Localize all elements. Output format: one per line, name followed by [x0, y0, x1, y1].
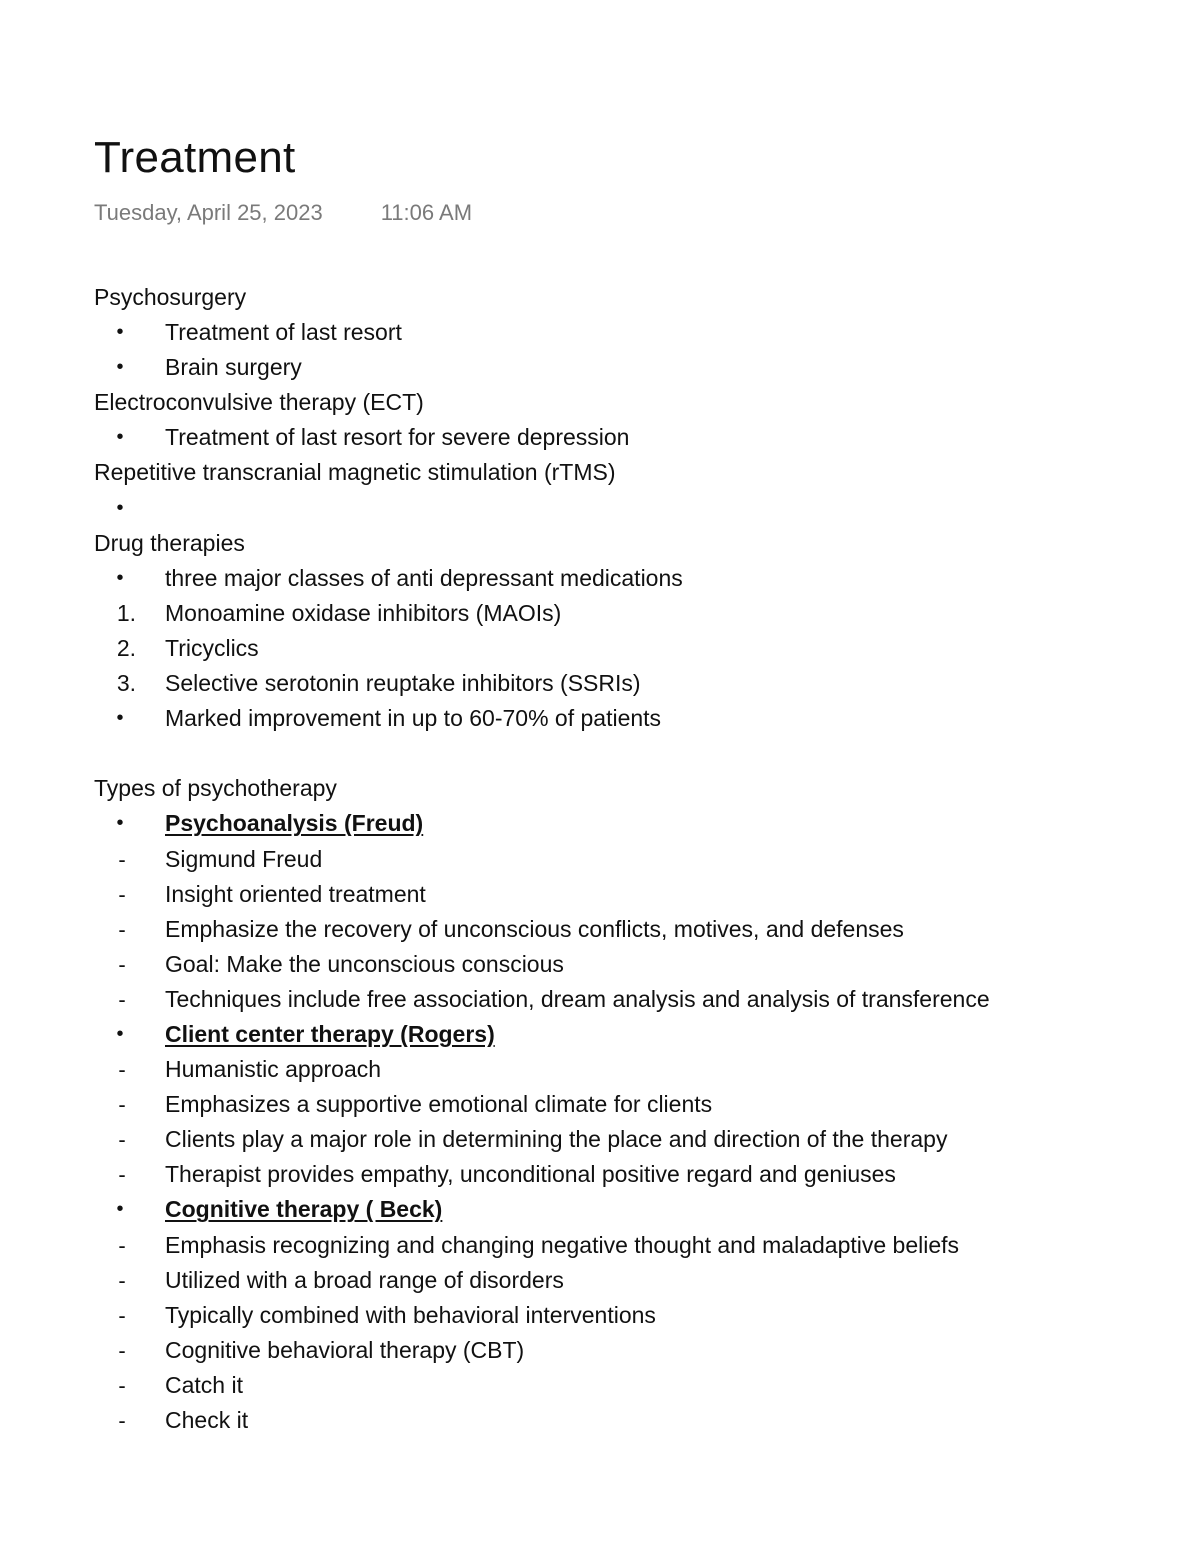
list-marker: - [118, 1302, 126, 1328]
list-marker: • [116, 1022, 124, 1045]
list-number: 3. [116, 670, 136, 697]
list-marker: - [118, 1267, 126, 1293]
subheading-bullet-item [94, 1017, 1174, 1052]
line-text: Repetitive transcranial magnetic stimulation (rTMS) [94, 459, 616, 486]
line-text: three major classes of anti depressant medications [165, 564, 683, 591]
list-marker: • [116, 566, 124, 589]
bullet-item [94, 420, 1174, 455]
list-marker: - [118, 1408, 126, 1433]
line-text: Humanistic approach [165, 1056, 382, 1083]
line-text: Emphasize the recovery of unconscious conflicts, motives, and defenses [165, 915, 904, 942]
dash-item [94, 1368, 1174, 1403]
dash-item [94, 1298, 1174, 1333]
line-text: Techniques include free association, dream analysis and analysis of transference [165, 985, 990, 1012]
note-body [94, 280, 1174, 1438]
list-marker: • [116, 707, 124, 730]
list-marker: - [118, 986, 126, 1012]
dash-item [94, 982, 1174, 1017]
section-heading [94, 455, 1174, 490]
list-marker: • [116, 812, 124, 835]
dash-item [94, 1403, 1174, 1438]
list-marker: - [118, 1372, 126, 1398]
note-timestamp [94, 198, 472, 228]
line-text: Types of psychotherapy [94, 775, 337, 802]
numbered-item [94, 596, 1174, 631]
list-marker: • [116, 1198, 124, 1221]
list-marker: • [116, 356, 124, 379]
blank-line [94, 736, 1174, 771]
list-marker: - [118, 1127, 126, 1153]
numbered-item [94, 666, 1174, 701]
page-title: Treatment [94, 133, 296, 182]
list-marker: - [118, 916, 126, 942]
line-text: Emphasis recognizing and changing negative thought and maladaptive beliefs [165, 1231, 960, 1258]
note-time: 11:06 AM [380, 200, 473, 225]
list-marker: • [116, 321, 124, 344]
list-marker: - [118, 1092, 126, 1118]
dash-item [94, 1122, 1174, 1157]
list-marker: • [116, 426, 124, 449]
line-text: Catch it [165, 1371, 243, 1398]
line-text: Insight oriented treatment [165, 880, 426, 907]
line-text: Treatment of last resort for severe depression [165, 424, 630, 451]
dash-item [94, 842, 1174, 877]
dash-item [94, 1087, 1174, 1122]
list-marker: - [118, 846, 126, 872]
line-text: Utilized with a broad range of disorders [165, 1266, 564, 1293]
line-text: Monoamine oxidase inhibitors (MAOIs) [165, 599, 562, 626]
dash-item [94, 1263, 1174, 1298]
line-text: Psychosurgery [94, 284, 247, 310]
line-text: Treatment of last resort [165, 319, 402, 346]
bullet-item [94, 491, 1174, 526]
line-text: Typically combined with behavioral interventions [165, 1301, 656, 1328]
dash-item [94, 877, 1174, 912]
section-heading [94, 385, 1174, 420]
list-number: 1. [116, 599, 136, 626]
line-text: Drug therapies [94, 529, 245, 556]
list-marker: - [118, 1232, 126, 1258]
line-text: Electroconvulsive therapy (ECT) [94, 389, 424, 416]
line-text: Emphasizes a supportive emotional climate for clients [165, 1091, 713, 1118]
line-text: Cognitive therapy ( Beck) [165, 1196, 443, 1223]
dash-item [94, 947, 1174, 982]
dash-item [94, 912, 1174, 947]
note-date: Tuesday, April 25, 2023 [94, 200, 323, 225]
bullet-item [94, 561, 1174, 596]
subheading-bullet-item [94, 1192, 1174, 1227]
line-text: Marked improvement in up to 60-70% of patients [165, 705, 662, 732]
section-heading [94, 771, 1174, 806]
line-text: Psychoanalysis (Freud) [165, 810, 424, 837]
list-marker: - [118, 881, 126, 907]
bullet-item [94, 350, 1174, 385]
bullet-item [94, 701, 1174, 736]
line-text: Cognitive behavioral therapy (CBT) [165, 1336, 525, 1363]
list-marker: • [116, 496, 124, 519]
dash-item [94, 1228, 1174, 1263]
dash-item [94, 1157, 1174, 1192]
subheading-bullet-item [94, 806, 1174, 841]
numbered-item [94, 631, 1174, 666]
list-marker: - [118, 1337, 126, 1363]
list-marker: - [118, 951, 126, 977]
line-text: Check it [165, 1407, 249, 1433]
dash-item [94, 1333, 1174, 1368]
section-heading [94, 526, 1174, 561]
line-text: Brain surgery [165, 354, 302, 381]
line-text: Clients play a major role in determining the place and direction of the therapy [165, 1126, 948, 1153]
list-number: 2. [116, 634, 136, 661]
dash-item [94, 1052, 1174, 1087]
line-text: Sigmund Freud [165, 845, 323, 872]
line-text: Goal: Make the unconscious conscious [165, 950, 564, 977]
line-text: Tricyclics [165, 634, 259, 661]
line-text: Selective serotonin reuptake inhibitors (SSRIs) [165, 670, 641, 697]
line-text: Therapist provides empathy, unconditional positive regard and geniuses [165, 1161, 896, 1188]
section-heading [94, 280, 1174, 315]
list-marker: - [118, 1057, 126, 1083]
line-text: Client center therapy (Rogers) [165, 1020, 495, 1047]
bullet-item [94, 315, 1174, 350]
list-marker: - [118, 1162, 126, 1188]
